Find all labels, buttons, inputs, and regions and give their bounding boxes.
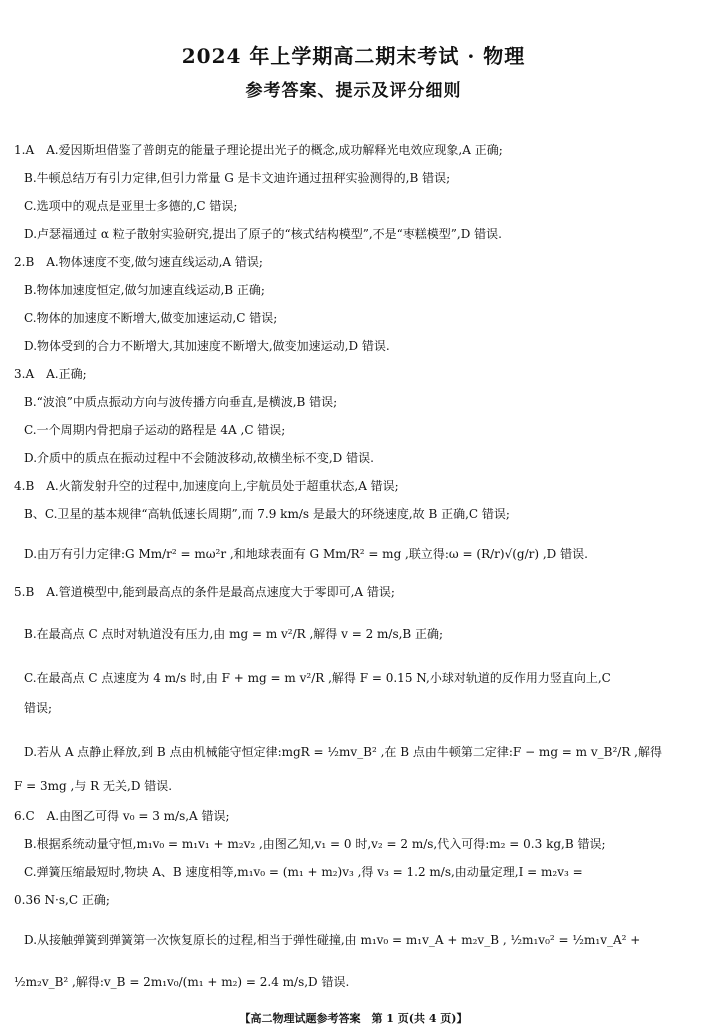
answer-line: C.选项中的观点是亚里士多德的,C 错误; — [24, 199, 238, 213]
answer-line: D.物体受到的合力不断增大,其加速度不断增大,做变加速运动,D 错误. — [24, 339, 390, 353]
answer-line: F = 3mg ,与 R 无关,D 错误. — [14, 779, 173, 793]
answer-line: C.弹簧压缩最短时,物块 A、B 速度相等,m₁v₀ = (m₁ + m₂)v₃ ,得 v₃ = 1.2 m/s,由动量定理,I = m₂v₃ = — [24, 865, 583, 879]
page-title: 2024 年上学期高二期末考试 · 物理 — [181, 44, 526, 68]
answer-line: 1.A A.爱因斯坦借鉴了普朗克的能量子理论提出光子的概念,成功解释光电效应现象,A 正确; — [14, 143, 503, 157]
answer-line: B.在最高点 C 点时对轨道没有压力,由 mg = m v²/R ,解得 v = 2 m/s,B 正确; — [24, 627, 444, 641]
answer-line: B.“波浪”中质点振动方向与波传播方向垂直,是横波,B 错误; — [24, 395, 338, 409]
answer-line: 6.C A.由图乙可得 v₀ = 3 m/s,A 错误; — [14, 809, 230, 823]
answer-line: 3.A A.正确; — [14, 367, 87, 381]
answer-line: D.介质中的质点在振动过程中不会随波移动,故横坐标不变,D 错误. — [24, 451, 374, 465]
answer-line: B、C.卫星的基本规律“高轨低速长周期”,而 7.9 km/s 是最大的环绕速度,故 B 正确,C 错误; — [24, 507, 510, 521]
answer-line: 错误; — [24, 701, 53, 715]
answer-line: C.物体的加速度不断增大,做变加速运动,C 错误; — [24, 311, 278, 325]
answer-line: B.根据系统动量守恒,m₁v₀ = m₁v₁ + m₂v₂ ,由图乙知,v₁ = 0 时,v₂ = 2 m/s,代入可得:m₂ = 0.3 kg,B 错误; — [24, 837, 606, 851]
answer-line: D.卢瑟福通过 α 粒子散射实验研究,提出了原子的“核式结构模型”,不是“枣糕模型”,D 错误. — [24, 227, 502, 241]
answer-line: 5.B A.管道模型中,能到最高点的条件是最高点速度大于零即可,A 错误; — [14, 585, 395, 599]
answer-line: 0.36 N·s,C 正确; — [14, 893, 110, 907]
answer-line: D.从接触弹簧到弹簧第一次恢复原长的过程,相当于弹性碰撞,由 m₁v₀ = m₁v_A + m₂v_B , ½m₁v₀² = ½m₁v_A² + — [24, 933, 641, 947]
answer-line: B.牛顿总结万有引力定律,但引力常量 G 是卡文迪许通过扭秤实验测得的,B 错误; — [24, 171, 451, 185]
answer-line: D.若从 A 点静止释放,到 B 点由机械能守恒定律:mgR = ½mv_B² ,在 B 点由牛顿第二定律:F − mg = m v_B²/R ,解得 — [24, 745, 662, 759]
answer-line: 4.B A.火箭发射升空的过程中,加速度向上,宇航员处于超重状态,A 错误; — [14, 479, 399, 493]
answer-line: C.一个周期内骨把扇子运动的路程是 4A ,C 错误; — [24, 423, 286, 437]
answer-line: B.物体加速度恒定,做匀加速直线运动,B 正确; — [24, 283, 265, 297]
answer-line: D.由万有引力定律:G Mm/r² = mω²r ,和地球表面有 G Mm/R² = mg ,联立得:ω = (R/r)√(g/r) ,D 错误. — [24, 547, 588, 561]
page-subtitle: 参考答案、提示及评分细则 — [245, 81, 462, 101]
answer-line: ½m₂v_B² ,解得:v_B = 2m₁v₀/(m₁ + m₂) = 2.4 m/s,D 错误. — [14, 975, 350, 989]
answer-line: C.在最高点 C 点速度为 4 m/s 时,由 F + mg = m v²/R ,解得 F = 0.15 N,小球对轨道的反作用力竖直向上,C — [24, 671, 611, 685]
answer-line: 2.B A.物体速度不变,做匀速直线运动,A 错误; — [14, 255, 263, 269]
page-footer: 【高二物理试题参考答案 第 1 页(共 4 页)】 — [239, 1012, 468, 1025]
